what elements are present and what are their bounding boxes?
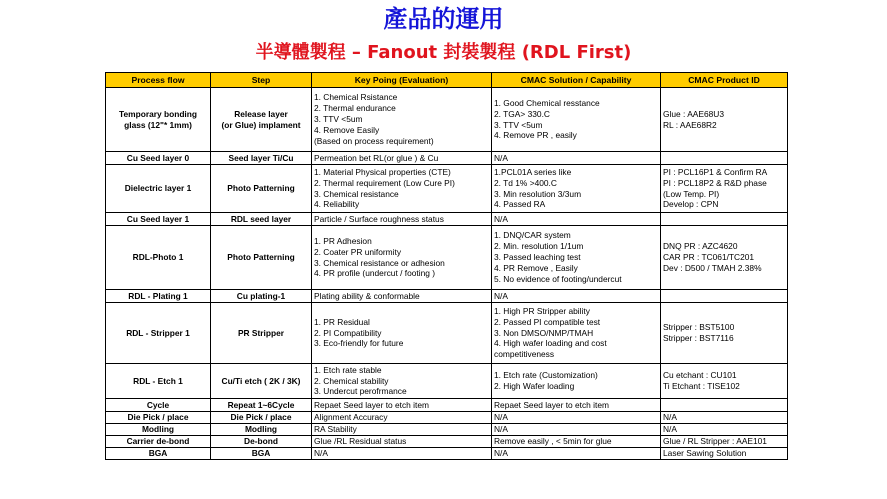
cell-line: Dielectric layer 1 [124,183,192,194]
cell-line: N/A [663,423,677,434]
solution-cell [492,226,661,290]
cell-line: N/A [494,152,508,163]
solution-cell [492,399,661,412]
cell-line: 1. Chemical Rsistance [314,92,398,103]
cell-line: Repaet Seed layer to etch item [314,399,429,410]
product-id-cell [661,152,788,165]
header-step: Step [211,73,312,88]
key-point-cell [312,423,492,435]
table-row [106,226,788,290]
key-point-cell [312,399,492,412]
cell-line: N/A [494,412,508,422]
cell-line: 2. Chemical stability [314,375,389,386]
cell-line: 3. TTV <5um [494,119,543,130]
step-cell [211,412,312,424]
cell-line: Cu Seed layer 0 [126,152,190,163]
step-cell [211,152,312,165]
process-flow-cell [106,435,211,447]
cell-line: Remove easily , < 5min for glue [494,435,612,446]
process-flow-cell [106,165,211,213]
step-cell [211,213,312,226]
cell-line: 2. High Wafer loading [494,381,575,391]
solution-cell [492,412,661,424]
key-point-cell [312,88,492,152]
cell-line: PR Stripper [237,327,285,338]
cell-line: Laser Sawing Solution [663,447,747,458]
solution-cell [492,165,661,213]
cell-line: Repaet Seed layer to etch item [494,399,609,410]
table-row [106,303,788,364]
cell-line: (or Glue) implament [221,119,301,130]
process-flow-cell [106,364,211,399]
cell-line: RA Stability [314,423,357,434]
cell-line: 4. PR Remove , Easily [494,262,578,273]
cell-line: Alignment Accuracy [314,412,388,422]
cell-line: Carrier de-bond [126,435,190,446]
product-id-cell [661,226,788,290]
cell-line: 2. TGA> 330.C [494,108,550,119]
solution-cell [492,423,661,435]
step-cell [211,88,312,152]
key-point-cell [312,165,492,213]
cell-line: BGA [148,447,168,458]
cell-line: 1.PCL01A series like [494,166,572,177]
solution-cell [492,88,661,152]
solution-cell [492,364,661,399]
cell-line: Ti Etchant : TISE102 [663,381,740,391]
cell-line: Dev : D500 / TMAH 2.38% [663,262,762,273]
cell-line: 3. Undercut perofrmance [314,386,407,397]
process-flow-cell [106,412,211,424]
page-subtitle: 半導體製程 – Fanout 封裝製程 (RDL First) [255,42,632,63]
process-flow-cell [106,290,211,303]
cell-line: Glue : AAE68U3 [663,108,724,119]
cell-line: 1. Etch rate stable [314,364,382,375]
cell-line: 4. Reliability [314,199,360,210]
cell-line: Cu plating-1 [236,290,286,301]
step-cell [211,447,312,459]
cell-line: 1. DNQ/CAR system [494,230,571,241]
step-cell [211,399,312,412]
cell-line: 2. Coater PR uniformity [314,246,402,257]
key-point-cell [312,152,492,165]
process-flow-cell [106,447,211,459]
cell-line: Glue / RL Stripper : AAE101 [663,435,767,446]
header-cmac-product-id: CMAC Product ID [661,73,788,88]
cell-line: Modling [244,423,278,434]
cell-line: Plating ability & conformable [314,290,420,301]
solution-cell [492,303,661,364]
page-title: 產品的運用 [383,5,504,33]
cell-line: 2. Thermal endurance [314,103,396,114]
solution-cell [492,213,661,226]
cell-line: BGA [251,447,271,458]
step-cell [211,423,312,435]
cell-line: Release layer [234,108,288,119]
cell-line: 4. PR profile (undercut / footing ) [314,268,436,279]
cell-line: 2. Passed PI compatible test [494,316,601,327]
product-id-cell [661,423,788,435]
key-point-cell [312,364,492,399]
cell-line: RL : AAE68R2 [663,119,717,130]
product-id-cell [661,399,788,412]
cell-line: 3. Min resolution 3/3um [494,188,582,199]
table-row [106,88,788,152]
cell-line: 4. Remove PR , easily [494,130,577,141]
cell-line: Stripper : BST5100 [663,322,735,333]
step-cell [211,303,312,364]
table-row [106,447,788,459]
key-point-cell [312,412,492,424]
cell-line: 3. Chemical resistance or adhesion [314,257,445,268]
cell-line: N/A [494,213,508,224]
solution-cell [492,290,661,303]
step-cell [211,364,312,399]
cell-line: Glue /RL Residual status [314,435,407,446]
cell-line: 2. Td 1% >400.C [494,177,557,188]
cell-line: Die Pick / place [230,412,292,422]
cell-line: RDL - Stripper 1 [126,327,190,338]
cell-line: 1. PR Adhesion [314,235,372,246]
step-cell [211,435,312,447]
cell-line: N/A [314,447,328,458]
key-point-cell [312,435,492,447]
cell-line: Photo Patterning [227,183,295,194]
cell-line: N/A [494,447,508,458]
process-flow-cell [106,226,211,290]
cell-line: Modling [141,423,175,434]
cell-line: Stripper : BST7116 [663,333,734,343]
process-flow-cell [106,399,211,412]
product-id-cell [661,165,788,213]
cell-line: 1. Material Physical properties (CTE) [314,166,451,177]
product-id-cell [661,435,788,447]
product-id-cell [661,303,788,364]
process-flow-cell [106,303,211,364]
process-flow-cell [106,423,211,435]
cell-line: RDL - Plating 1 [128,290,188,301]
cell-line: Temporary bonding [118,108,197,119]
process-flow-cell [106,213,211,226]
cell-line: Cu/Ti etch ( 2K / 3K) [221,375,301,386]
solution-cell [492,447,661,459]
cell-line: 1. PR Residual [314,316,370,327]
cell-line: CAR PR : TC061/TC201 [663,252,755,263]
product-id-cell [661,447,788,459]
cell-line: 4. Remove Easily [314,124,380,135]
cell-line: RDL-Photo 1 [132,252,184,263]
cell-line: N/A [494,290,508,301]
cell-line: 5. No evidence of footing/undercut [494,273,622,284]
cell-line: PI : PCL18P2 & R&D phase [663,177,767,188]
cell-line: glass (12"* 1mm) [124,119,192,130]
cell-line: RDL - Etch 1 [133,375,183,386]
cell-line: (Low Temp. PI) [663,188,720,199]
cell-line: De-bond [244,435,278,446]
cell-line: 4. Passed RA [494,199,546,210]
product-id-cell [661,213,788,226]
cell-line: Seed layer Ti/Cu [228,152,294,163]
key-point-cell [312,213,492,226]
table-row [106,152,788,165]
solution-cell [492,435,661,447]
cell-line: 2. Thermal requirement (Low Cure PI) [314,177,455,188]
cell-line: Develop : CPN [663,199,719,210]
key-point-cell [312,303,492,364]
cell-line: 3. Non DMSO/NMP/TMAH [494,327,594,338]
process-flow-cell [106,152,211,165]
cell-line: 3. Chemical resistance [314,188,399,199]
process-flow-cell [106,88,211,152]
table-row [106,412,788,424]
cell-line: Die Pick / place [127,412,189,422]
cell-line: PI : PCL16P1 & Confirm RA [663,166,768,177]
header-key-poing: Key Poing (Evaluation) [312,73,492,88]
table-row [106,165,788,213]
key-point-cell [312,226,492,290]
cell-line: N/A [494,423,508,434]
header-process-flow: Process flow [106,73,211,88]
cell-line: 3. Passed leaching test [494,252,581,263]
step-cell [211,290,312,303]
cell-line: DNQ PR : AZC4620 [663,241,738,252]
product-id-cell [661,290,788,303]
key-point-cell [312,290,492,303]
cell-line: (Based on process requirement) [314,135,434,146]
table-row [106,290,788,303]
cell-line: Particle / Surface roughness status [314,213,444,224]
header-cmac-solution: CMAC Solution / Capability [492,73,661,88]
table-row [106,435,788,447]
cell-line: Photo Patterning [227,252,295,263]
cell-line: 3. Eco-friendly for future [314,338,404,349]
cell-line: 4. High wafer loading and cost [494,338,607,349]
cell-line: 1. High PR Stripper ability [494,305,590,316]
product-id-cell [661,88,788,152]
cell-line: Repeat 1~6Cycle [227,399,295,410]
solution-cell [492,152,661,165]
step-cell [211,165,312,213]
cell-line: Cu etchant : CU101 [663,370,737,381]
cell-line: Cu Seed layer 1 [126,213,190,224]
product-id-cell [661,412,788,424]
step-cell [211,226,312,290]
cell-line: Cycle [146,399,170,410]
table-row [106,423,788,435]
cell-line: 2. Min. resolution 1/1um [494,241,584,252]
process-table [105,72,788,460]
cell-line: RDL seed layer [230,213,292,224]
table-header-row [106,73,788,88]
cell-line: 3. TTV <5um [314,114,363,125]
cell-line: 2. PI Compatibility [314,327,382,338]
key-point-cell [312,447,492,459]
cell-line: competitiveness [494,349,555,360]
cell-line: 1. Good Chemical resstance [494,97,600,108]
table-row [106,213,788,226]
table-row [106,364,788,399]
table-row [106,399,788,412]
cell-line: Permeation bet RL(or glue ) & Cu [314,152,439,163]
product-id-cell [661,364,788,399]
cell-line: N/A [663,412,677,422]
cell-line: 1. Etch rate (Customization) [494,370,598,381]
